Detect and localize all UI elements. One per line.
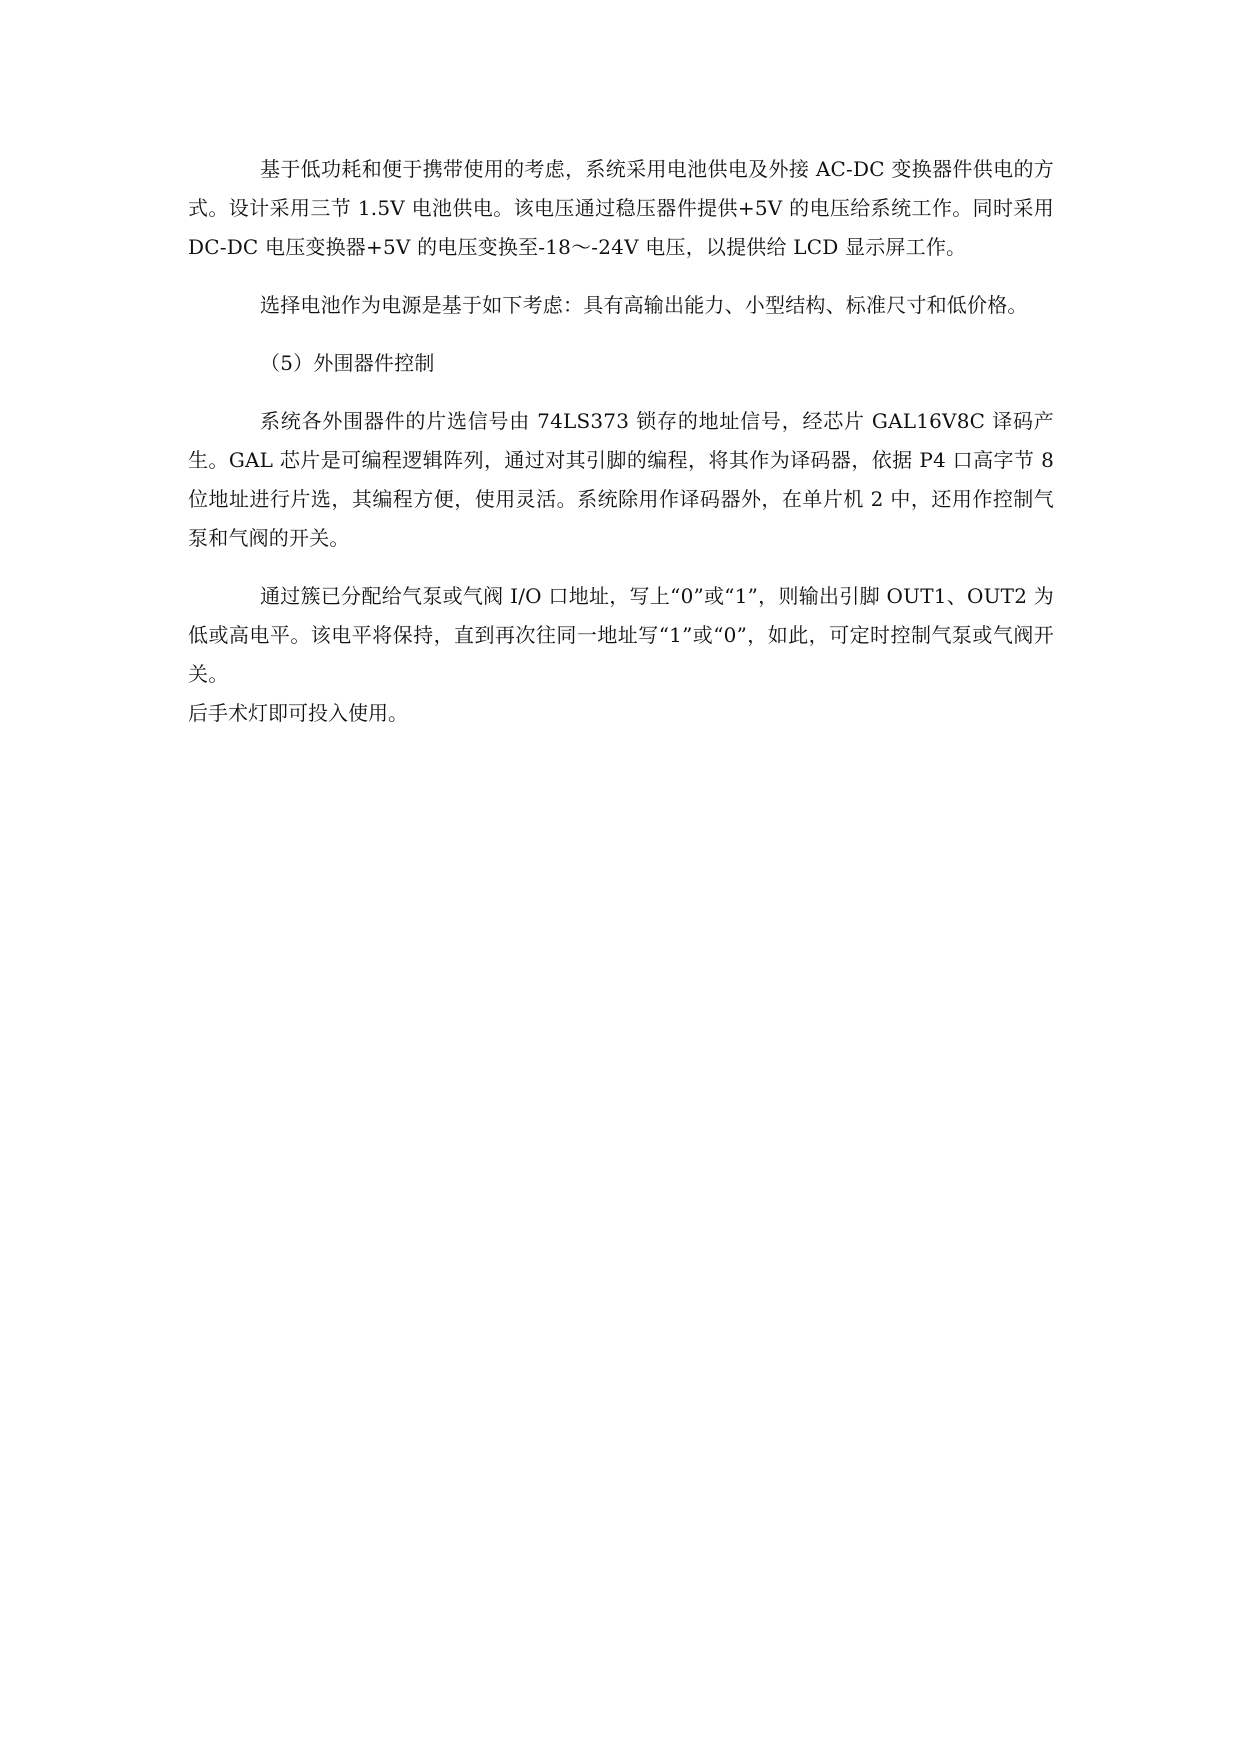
- paragraph-battery-reason: 选择电池作为电源是基于如下考虑：具有高输出能力、小型结构、标准尺寸和低价格。: [260, 293, 1028, 317]
- document-body: [188, 150, 1054, 733]
- paragraph-chip-select: 系统各外围器件的片选信号由 74LS373 锁存的地址信号，经芯片 GAL16V8C 译码产生。GAL 芯片是可编程逻辑阵列，通过对其引脚的编程，将其作为译码器，依据 P4 口高字节 8 位地址进行片选，其编程方便，使用灵活。系统除用作译码器外，在单片机 2 中，还用作控制气泵和气阀的开关。: [188, 409, 1054, 550]
- paragraph-power-supply: 基于低功耗和便于携带使用的考虑，系统采用电池供电及外接 AC-DC 变换器件供电的方式。设计采用三节 1.5V 电池供电。该电压通过稳压器件提供+5V 的电压给系统工作。同时采用 DC-DC 电压变换器+5V 的电压变换至-18～-24V 电压，以提供给 LCD 显示屏工作。: [188, 157, 1054, 259]
- section-heading-peripheral-control: （5）外围器件控制: [260, 351, 435, 375]
- paragraph-final-line: 后手术灯即可投入使用。: [188, 701, 408, 725]
- paragraph-pump-valve: 通过簇已分配给气泵或气阀 I/O 口地址，写上“0”或“1”，则输出引脚 OUT1、OUT2 为低或高电平。该电平将保持，直到再次往同一地址写“1”或“0”，如此，可定时控制气泵或气阀开关。: [188, 584, 1054, 686]
